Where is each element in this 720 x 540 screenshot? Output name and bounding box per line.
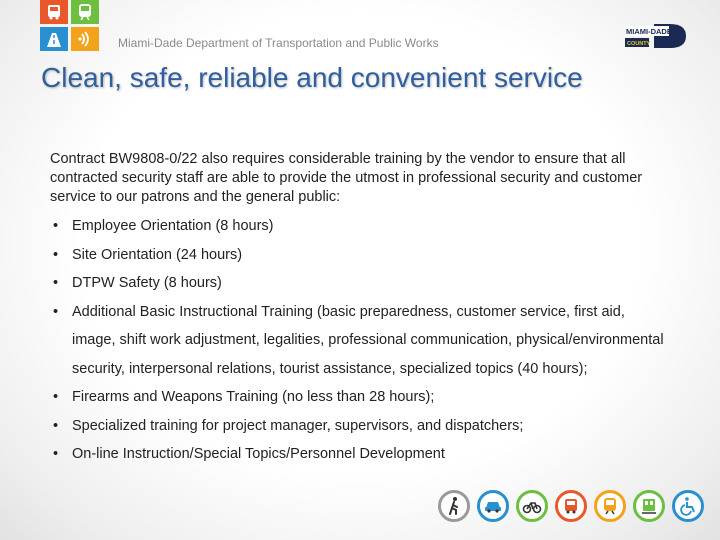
list-item <box>50 269 670 298</box>
metromover-icon <box>633 490 665 522</box>
list-item <box>50 212 670 241</box>
train-icon <box>594 490 626 522</box>
department-name: Miami-Dade Department of Transportation and Public Works <box>118 36 439 50</box>
slide-title: Clean, safe, reliable and convenient service <box>41 62 583 93</box>
bicycle-icon <box>516 490 548 522</box>
list-item-text: DTPW Safety (8 hours) <box>72 275 222 291</box>
list-item <box>50 440 670 469</box>
county-logo-sub: COUNTY <box>627 41 651 47</box>
list-item-text: Additional Basic Instructional Training (basic preparedness, customer service, first aid, image, shift work adjustment, legalities, professional communication, physical/environmental security, interpersonal relations, tourist assistance, specialized topics (40 hours); <box>72 303 664 377</box>
list-item-text: Specialized training for project manager, supervisors, and dispatchers; <box>72 417 524 434</box>
wheelchair-icon <box>672 490 704 522</box>
road-icon <box>40 27 68 51</box>
transit-logo <box>40 0 102 52</box>
bullet-marker: • <box>53 446 59 462</box>
county-logo-text: MIAMI-DADE <box>626 27 672 36</box>
intro-paragraph: Contract BW9808-0/22 also requires considerable training by the vendor to ensure that all contracted security staff are able to provide the utmost in professional security and customer service to our patrons and the general public: <box>50 151 643 205</box>
bullet-marker: • <box>53 389 59 405</box>
car-icon <box>477 490 509 522</box>
list-item <box>50 383 670 412</box>
list-item <box>50 298 670 384</box>
list-item-text: Employee Orientation (8 hours) <box>72 218 274 234</box>
list-item-text: Site Orientation (24 hours) <box>72 246 243 263</box>
train-icon <box>71 0 99 24</box>
bus-icon <box>555 490 587 522</box>
bullet-marker: • <box>53 246 59 263</box>
wifi-signal-icon <box>71 27 99 51</box>
bullet-marker: • <box>53 303 59 320</box>
list-item <box>50 412 670 441</box>
list-item <box>50 241 670 270</box>
bus-icon <box>40 0 68 24</box>
bullet-marker: • <box>53 417 59 434</box>
miami-dade-county-logo <box>624 22 688 50</box>
list-item-text: Firearms and Weapons Training (no less than 28 hours); <box>72 389 435 405</box>
pedestrian-icon <box>438 490 470 522</box>
training-list <box>50 212 670 469</box>
bullet-marker: • <box>53 218 59 234</box>
list-item-text: On-line Instruction/Special Topics/Personnel Development <box>72 446 445 462</box>
bullet-marker: • <box>53 275 59 291</box>
